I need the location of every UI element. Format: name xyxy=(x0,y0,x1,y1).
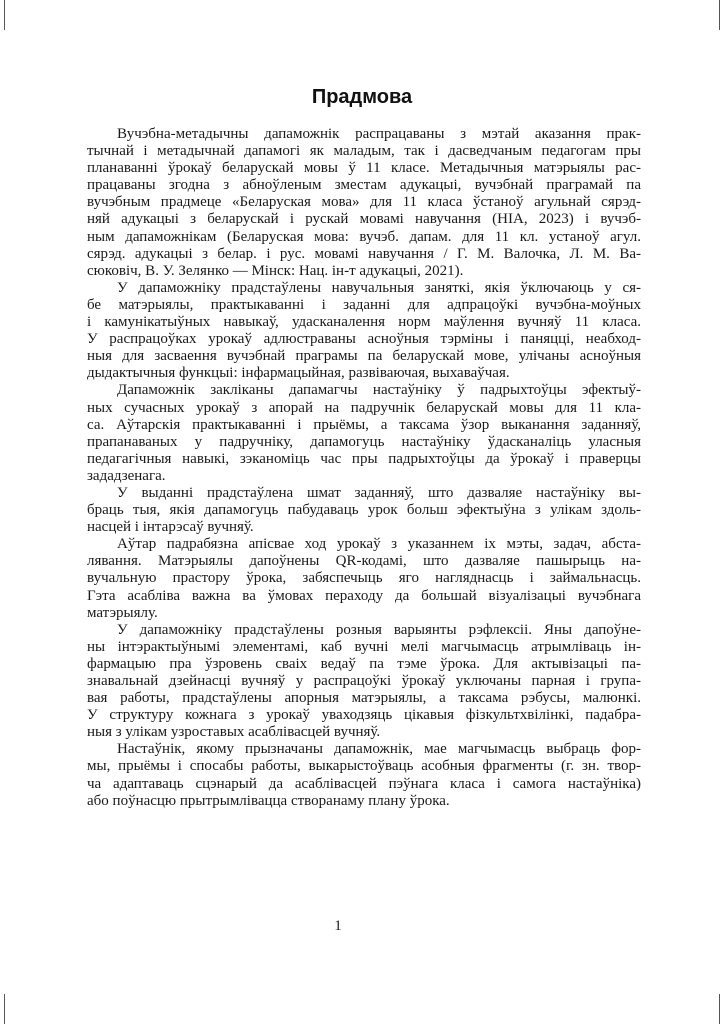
text-line: вучэбным прадмеце «Беларуская мова» для 11 класа ўстаноў агульнай сярэд- xyxy=(87,194,641,211)
text-line: педагагічныя навыкі, зэканоміць час пры падрыхтоўцы да ўрокаў і праверцы xyxy=(87,450,641,467)
paragraph xyxy=(87,536,641,621)
text-line: зададзенага. xyxy=(87,467,166,484)
text-line: вая работы, прадстаўлены апорныя матэрыялы, а таксама рэбусы, малюнкі. xyxy=(87,690,641,707)
text-line: У дапаможніку прадстаўлены розныя варыянты рэфлексіі. Яны дапоўне- xyxy=(117,621,641,638)
page-number: 1 xyxy=(334,918,342,934)
paragraph xyxy=(87,741,641,809)
text-line: ныя для засваення вучэбнай праграмы па беларускай мове, улічаны асноўныя xyxy=(87,348,641,365)
text-line: са. Аўтарскія практыкаванні і прыёмы, а таксама ўзор выканання заданняў, xyxy=(87,416,641,433)
text-line: У выданні прадстаўлена шмат заданняў, што дазваляе настаўніку вы- xyxy=(117,484,641,501)
text-line: бе матэрыялы, практыкаванні і заданні для адпрацоўкі вучэбна-моўных xyxy=(87,296,641,313)
text-line: Гэта асабліва важна ва ўмовах пераходу да большай візуалізацыі вучэбнага xyxy=(87,587,641,604)
text-line: або поўнасцю прытрымлівацца створанаму плану ўрока. xyxy=(87,792,450,809)
paragraph xyxy=(87,485,641,536)
page-title: Прадмова xyxy=(311,86,413,108)
text-line: ча адаптаваць сцэнарый да асаблівасцей пэўнага класа і самога настаўніка) xyxy=(87,775,641,792)
text-line: планаванні ўрокаў беларускай мовы ў 11 класе. Метадычныя матэрыялы рас- xyxy=(87,160,641,177)
crop-mark-top-left xyxy=(4,0,5,30)
text-line: мы, прыёмы і спосабы работы, выкарыстоўваць асобныя фрагменты (г. зн. твор- xyxy=(87,758,641,775)
text-line: прапанаваных у падручніку, дапамогуць настаўніку ўдасканаліць уласныя xyxy=(87,433,641,450)
text-line: тычнай і метадычнай дапамогі як маладым, так і дасведчаным педагогам пры xyxy=(87,143,641,160)
text-line: вучальную прастору ўрока, забяспечыць яго нагляднасць і займальнасць. xyxy=(87,570,641,587)
text-line: Вучэбна-метадычны дапаможнік распрацаваны з мэтай аказання прак- xyxy=(117,126,641,142)
text-line: У структуру кожнага з урокаў уваходзяць цікавыя фізкультхвілінкі, падабра- xyxy=(87,707,641,724)
text-line: Настаўнік, якому прызначаны дапаможнік, мае магчымасць выбраць фор- xyxy=(117,741,641,758)
paragraph xyxy=(87,280,641,383)
text-line: ныя з улікам узроставых асаблівасцей вучняў. xyxy=(87,724,381,741)
text-line: працаваны згодна з абноўленым зместам адукацыі, вучэбнай праграмай па xyxy=(87,177,641,194)
text-line: ным дапаможнікам (Беларуская мова: вучэб. дапам. для 11 кл. устаноў агул. xyxy=(87,228,641,245)
text-line: знавальнай дзейнасці вучняў у распрацоўкі ўрокаў уключаны парная і група- xyxy=(87,673,641,689)
text-line: ны інтэрактыўнымі элементамі, каб вучні мелі магчымасць атрымліваць ін- xyxy=(87,638,641,655)
crop-mark-bottom-left xyxy=(4,994,5,1024)
text-line: браць тыя, якія дапамогуць пабудаваць урок больш эфектыўна з улікам здоль- xyxy=(87,502,641,519)
text-line: У дапаможніку прадстаўлены навучальныя заняткі, якія ўключаюць у ся- xyxy=(117,279,641,296)
text-line: дыдактычныя функцыі: інфармацыйная, развіваючая, выхаваўчая. xyxy=(87,365,510,382)
paragraph xyxy=(87,622,641,742)
crop-mark-top-right xyxy=(719,0,720,30)
text-line: Дапаможнік закліканы дапамагчы настаўніку ў падрыхтоўцы эфектыў- xyxy=(117,382,641,399)
paragraph xyxy=(87,126,641,280)
text-line: лявання. Матэрыялы дапоўнены QR-кодамі, што дазваляе пашырыць на- xyxy=(87,553,641,570)
text-line: сюковіч, В. У. Зелянко — Мінск: Нац. ін-т адукацыі, 2021). xyxy=(87,262,464,279)
text-line: сярэд. адукацыі з белар. і рус. мовамі навучання / Г. М. Валочка, Л. М. Ва- xyxy=(87,245,641,262)
text-line: У распрацоўках урокаў адлюстраваны асноўныя тэрміны і паняцці, неабход- xyxy=(87,331,641,348)
paragraph xyxy=(87,382,641,485)
crop-mark-bottom-right xyxy=(719,994,720,1024)
text-line: і камунікатыўных навыкаў, удасканалення норм маўлення вучняў 11 класа. xyxy=(87,314,641,331)
text-line: фармацыю пра ўзровень сваіх ведаў па тэме ўрока. Для актывізацыі па- xyxy=(87,655,641,672)
text-line: няй адукацыі з беларускай і рускай мовамі навучання (НІА, 2023) і вучэб- xyxy=(87,211,641,228)
body-text xyxy=(87,126,641,810)
text-line: Аўтар падрабязна апісвае ход урокаў з указаннем іх мэты, задач, абста- xyxy=(117,536,641,553)
text-line: матэрыялу. xyxy=(87,604,158,621)
text-line: ных сучасных урокаў з апорай на падручнік беларускай мовы для 11 кла- xyxy=(87,399,641,416)
text-line: насцей і інтарэсаў вучняў. xyxy=(87,519,254,536)
